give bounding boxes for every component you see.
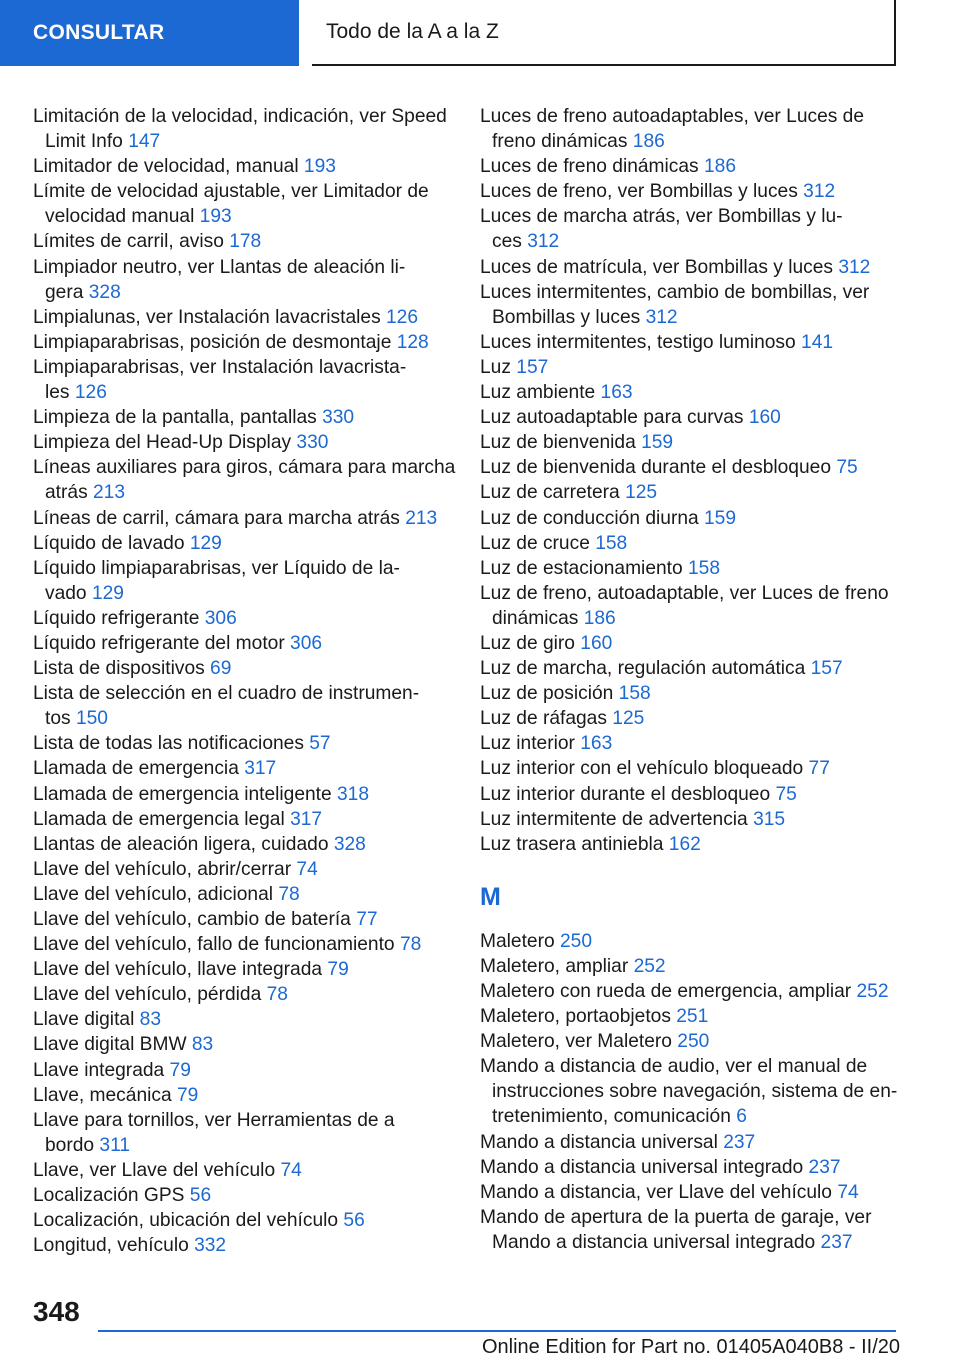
index-entry bbox=[33, 1007, 461, 1032]
index-entry bbox=[480, 1180, 920, 1205]
page-reference-link[interactable]: 252 bbox=[856, 981, 889, 1002]
index-entry-text: vado bbox=[45, 582, 92, 604]
page-reference-link[interactable]: 126 bbox=[386, 306, 419, 328]
index-entry-text: Luz interior durante el desbloqueo bbox=[480, 783, 776, 805]
page-reference-link[interactable]: 250 bbox=[559, 930, 592, 952]
index-entry-text: Luz de freno, autoadaptable, ver Luces de freno bbox=[480, 582, 889, 604]
index-entry-text: dinámicas bbox=[492, 607, 584, 629]
index-entry-text: Mando a distancia, ver Llave del vehículo bbox=[480, 1181, 838, 1203]
index-entry-text: Llave del vehículo, pérdida bbox=[33, 984, 267, 1006]
page-reference-link[interactable]: 193 bbox=[303, 156, 336, 178]
index-entry-text: Luces de marcha atrás, ver Bombillas y lu- bbox=[480, 206, 843, 228]
index-entry-text: Maletero, ampliar bbox=[480, 955, 634, 977]
page-reference-link[interactable]: 237 bbox=[808, 1156, 841, 1178]
index-entry-text: Mando a distancia universal bbox=[480, 1131, 724, 1153]
index-entry bbox=[33, 229, 461, 254]
index-entry-text: Llave del vehículo, adicional bbox=[33, 883, 279, 905]
index-entry bbox=[33, 556, 461, 606]
page-reference-link[interactable]: 213 bbox=[405, 507, 438, 529]
page-reference-link[interactable]: 163 bbox=[600, 382, 633, 404]
index-entry-text: Llave para tornillos, ver Herramientas de a bbox=[33, 1109, 395, 1131]
index-group-m bbox=[480, 929, 920, 1255]
index-entry-text: Luz trasera antiniebla bbox=[480, 833, 669, 855]
index-entry bbox=[480, 807, 920, 832]
page-reference-link[interactable]: 178 bbox=[229, 231, 262, 253]
index-entry-text: Líquido refrigerante bbox=[33, 607, 205, 629]
page-reference-link[interactable]: 237 bbox=[723, 1131, 756, 1153]
index-entry bbox=[480, 405, 920, 430]
page-reference-link[interactable]: 79 bbox=[327, 959, 349, 981]
index-entry bbox=[480, 330, 920, 355]
page-reference-link[interactable]: 129 bbox=[189, 532, 222, 554]
index-entry bbox=[33, 857, 461, 882]
page-reference-link[interactable]: 78 bbox=[266, 984, 288, 1006]
index-entry-text: Luz intermitente de advertencia bbox=[480, 808, 754, 830]
page-reference-link[interactable]: 78 bbox=[399, 934, 422, 956]
index-entry-text: Luz interior bbox=[480, 733, 581, 755]
index-entry-text: Luz de marcha, regulación automática bbox=[480, 658, 811, 680]
page-reference-link[interactable]: 83 bbox=[191, 1034, 214, 1056]
index-entry bbox=[480, 380, 920, 405]
index-entry bbox=[480, 979, 920, 1004]
index-entry bbox=[33, 957, 461, 982]
page-reference-link[interactable]: 163 bbox=[580, 733, 613, 755]
index-entry-text: Luz autoadaptable para curvas bbox=[480, 407, 749, 429]
index-entry bbox=[480, 581, 920, 631]
index-entry-text: atrás bbox=[45, 482, 93, 504]
index-entry bbox=[33, 656, 461, 681]
index-entry-text: Maletero con rueda de emergencia, ampliar bbox=[480, 981, 857, 1002]
index-entry bbox=[480, 1205, 920, 1255]
index-entry-text: les bbox=[45, 382, 75, 404]
page-reference-link[interactable]: 186 bbox=[632, 131, 665, 153]
page-reference-link[interactable]: 332 bbox=[194, 1235, 227, 1257]
page-reference-link[interactable]: 125 bbox=[612, 708, 645, 730]
index-entry bbox=[33, 832, 461, 857]
page-reference-link[interactable]: 312 bbox=[838, 256, 871, 278]
page-reference-link[interactable]: 186 bbox=[583, 607, 616, 629]
index-entry-text: Luz de bienvenida durante el desbloqueo bbox=[480, 457, 837, 479]
index-entry-text: Localización, ubicación del vehículo bbox=[33, 1210, 344, 1232]
page-reference-link[interactable]: 159 bbox=[704, 507, 737, 529]
index-entry bbox=[480, 706, 920, 731]
header-title: Todo de la A a la Z bbox=[312, 0, 896, 66]
index-entry-text: Limpialunas, ver Instalación lavacristales bbox=[33, 306, 387, 328]
page-reference-link[interactable]: 157 bbox=[516, 356, 549, 378]
index-entry-text: Luz de giro bbox=[480, 632, 581, 654]
index-entry-text: Limpiador neutro, ver Llantas de aleación li- bbox=[33, 256, 406, 278]
page-reference-link[interactable]: 75 bbox=[775, 783, 797, 805]
index-entry bbox=[480, 506, 920, 531]
index-entry-text: Limitador de velocidad, manual bbox=[33, 156, 304, 178]
index-entry bbox=[33, 606, 461, 631]
page-reference-link[interactable]: 128 bbox=[396, 331, 429, 353]
page-reference-link[interactable]: 317 bbox=[244, 758, 277, 780]
index-entry bbox=[480, 531, 920, 556]
index-entry-text: Luces intermitentes, testigo luminoso bbox=[480, 331, 802, 353]
page-reference-link[interactable]: 312 bbox=[803, 181, 836, 203]
page-reference-link[interactable]: 126 bbox=[74, 382, 107, 404]
index-entry-text: Limit Info bbox=[45, 131, 129, 153]
index-entry-text: Llamada de emergencia legal bbox=[33, 808, 291, 830]
page-reference-link[interactable]: 160 bbox=[580, 632, 613, 654]
index-entry-text: Bombillas y luces bbox=[492, 306, 646, 328]
page-reference-link[interactable]: 186 bbox=[703, 156, 736, 178]
page-reference-link[interactable]: 69 bbox=[210, 658, 232, 680]
page-reference-link[interactable]: 315 bbox=[753, 808, 786, 830]
page-reference-link[interactable]: 160 bbox=[748, 407, 781, 429]
index-entry-text: Llantas de aleación ligera, cuidado bbox=[33, 833, 334, 855]
index-entry bbox=[33, 882, 461, 907]
index-entry bbox=[33, 1208, 461, 1233]
index-entry-text: instrucciones sobre navegación, sistema de en- bbox=[492, 1081, 898, 1103]
index-entry bbox=[33, 631, 461, 656]
index-entry bbox=[33, 731, 461, 756]
index-entry-text: Llave integrada bbox=[33, 1059, 170, 1081]
index-entry-text: Líquido de lavado bbox=[33, 532, 190, 554]
section-tab-consultar[interactable]: CONSULTAR bbox=[0, 0, 299, 66]
page-reference-link[interactable]: 159 bbox=[641, 432, 674, 454]
index-entry-text: Localización GPS bbox=[33, 1185, 190, 1207]
index-entry-text: tos bbox=[45, 708, 76, 730]
page-reference-link[interactable]: 57 bbox=[309, 733, 331, 755]
index-entry bbox=[480, 832, 920, 857]
index-entry-text: Lista de selección en el cuadro de instrumen- bbox=[33, 683, 420, 705]
index-entry bbox=[480, 430, 920, 455]
index-entry-text: Limpiaparabrisas, posición de desmontaje bbox=[33, 331, 397, 353]
index-entry-text: Llamada de emergencia inteligente bbox=[33, 783, 338, 805]
index-entry bbox=[480, 1004, 920, 1029]
page-reference-link[interactable]: 157 bbox=[810, 658, 843, 680]
index-entry bbox=[480, 731, 920, 756]
index-entry-text: Luz de cruce bbox=[480, 532, 596, 554]
page-reference-link[interactable]: 125 bbox=[625, 482, 658, 504]
index-entry bbox=[480, 631, 920, 656]
index-entry bbox=[33, 531, 461, 556]
index-entry-text: Llave del vehículo, fallo de funcionamiento bbox=[33, 934, 400, 956]
index-entry-text: Luces de freno, ver Bombillas y luces bbox=[480, 181, 804, 203]
index-entry bbox=[480, 154, 920, 179]
index-entry bbox=[480, 756, 920, 781]
index-entry-text: Llave digital bbox=[33, 1009, 140, 1031]
page-reference-link[interactable]: 250 bbox=[677, 1031, 710, 1053]
index-entry-text: Mando a distancia universal integrado bbox=[492, 1231, 821, 1253]
page-reference-link[interactable]: 79 bbox=[169, 1059, 191, 1081]
index-entry bbox=[33, 255, 461, 305]
index-entry bbox=[33, 907, 461, 932]
index-entry-text: Llave del vehículo, llave integrada bbox=[33, 959, 328, 981]
page-reference-link[interactable]: 237 bbox=[820, 1231, 853, 1253]
page-reference-link[interactable]: 79 bbox=[176, 1084, 199, 1106]
page-reference-link[interactable]: 162 bbox=[668, 833, 701, 855]
index-entry-text: Luz de ráfagas bbox=[480, 708, 613, 730]
page-reference-link[interactable]: 213 bbox=[93, 482, 126, 504]
index-entry bbox=[33, 807, 461, 832]
section-letter-m: M bbox=[480, 882, 501, 911]
page-reference-link[interactable]: 74 bbox=[296, 858, 318, 880]
index-entry bbox=[480, 1155, 920, 1180]
page-reference-link[interactable]: 150 bbox=[75, 708, 108, 730]
index-entry bbox=[33, 430, 461, 455]
page-reference-link[interactable]: 83 bbox=[139, 1009, 162, 1031]
index-entry-text: Maletero, portaobjetos bbox=[480, 1006, 677, 1028]
index-entry bbox=[480, 656, 920, 681]
index-entry bbox=[33, 1058, 461, 1083]
index-entry-text: gera bbox=[45, 281, 89, 303]
index-entry bbox=[33, 179, 461, 229]
index-entry-text: ces bbox=[492, 231, 528, 253]
index-entry-text: Luz de carretera bbox=[480, 482, 626, 504]
index-entry-text: Luz de posición bbox=[480, 683, 619, 705]
page-reference-link[interactable]: 141 bbox=[801, 331, 834, 353]
page-reference-link[interactable]: 317 bbox=[290, 808, 323, 830]
index-entry bbox=[33, 455, 461, 505]
index-entry bbox=[480, 455, 920, 480]
index-entry-text: Longitud, vehículo bbox=[33, 1235, 195, 1257]
index-entry-text: Llave digital BMW bbox=[33, 1034, 192, 1056]
index-entry bbox=[33, 330, 461, 355]
index-entry-text: tretenimiento, comunicación bbox=[492, 1106, 737, 1128]
index-entry-text: freno dinámicas bbox=[492, 131, 633, 153]
index-entry bbox=[480, 681, 920, 706]
page-reference-link[interactable]: 77 bbox=[808, 758, 830, 780]
page-reference-link[interactable]: 328 bbox=[333, 833, 366, 855]
index-entry-text: Luz de estacionamiento bbox=[480, 557, 688, 579]
index-entry bbox=[33, 681, 461, 731]
page-reference-link[interactable]: 147 bbox=[128, 131, 161, 153]
index-entry-text: velocidad manual bbox=[45, 206, 200, 228]
index-entry bbox=[480, 1130, 920, 1155]
index-entry-text: Luces intermitentes, cambio de bombillas, ver bbox=[480, 281, 870, 303]
index-entry bbox=[33, 104, 461, 154]
index-entry bbox=[480, 929, 920, 954]
page-reference-link[interactable]: 158 bbox=[688, 557, 721, 579]
index-entry-text: Limitación de la velocidad, indicación, ver Speed bbox=[33, 106, 447, 127]
index-entry-text: Lista de dispositivos bbox=[33, 658, 211, 680]
index-entry-text: Limpiaparabrisas, ver Instalación lavacrista- bbox=[33, 356, 407, 378]
index-entry-text: Llamada de emergencia bbox=[33, 758, 245, 780]
page-reference-link[interactable]: 193 bbox=[199, 206, 232, 228]
index-entry-text: Luz de bienvenida bbox=[480, 432, 642, 454]
index-entry-text: Limpieza de la pantalla, pantallas bbox=[33, 407, 323, 429]
index-entry bbox=[480, 355, 920, 380]
page-reference-link[interactable]: 75 bbox=[836, 457, 858, 479]
index-entry bbox=[480, 104, 920, 154]
page-reference-link[interactable]: 330 bbox=[322, 407, 355, 429]
index-entry-text: Líneas auxiliares para giros, cámara para marcha bbox=[33, 457, 456, 479]
index-entry bbox=[33, 782, 461, 807]
index-entry-text: Llave del vehículo, abrir/cerrar bbox=[33, 858, 297, 880]
index-entry-text: Lista de todas las notificaciones bbox=[33, 733, 310, 755]
index-entry-text: Limpieza del Head-Up Display bbox=[33, 432, 297, 454]
index-entry-text: Límites de carril, aviso bbox=[33, 231, 230, 253]
page-reference-link[interactable]: 318 bbox=[337, 783, 370, 805]
index-entry-text: Mando de apertura de la puerta de garaje, ver bbox=[480, 1206, 872, 1228]
page-header bbox=[0, 0, 960, 66]
index-entry bbox=[33, 405, 461, 430]
index-entry-text: Luces de freno dinámicas bbox=[480, 156, 704, 178]
index-entry bbox=[33, 355, 461, 405]
index-entry bbox=[33, 1108, 461, 1158]
index-column-right bbox=[480, 104, 920, 1255]
index-entry-text: Líneas de carril, cámara para marcha atrás bbox=[33, 507, 406, 529]
index-entry bbox=[480, 204, 920, 254]
index-entry-text: Luz bbox=[480, 356, 517, 378]
page-reference-link[interactable]: 6 bbox=[736, 1106, 747, 1128]
index-entry bbox=[33, 154, 461, 179]
index-entry-text: Líquido limpiaparabrisas, ver Líquido de la- bbox=[33, 557, 400, 579]
index-entry bbox=[33, 1083, 461, 1108]
index-entry bbox=[480, 782, 920, 807]
page-reference-link[interactable]: 306 bbox=[290, 632, 323, 654]
page-reference-link[interactable]: 158 bbox=[618, 683, 651, 705]
page-reference-link[interactable]: 74 bbox=[280, 1159, 302, 1181]
page-reference-link[interactable]: 56 bbox=[189, 1185, 212, 1207]
page-reference-link[interactable]: 252 bbox=[633, 955, 666, 977]
index-entry-text: Luz ambiente bbox=[480, 382, 601, 404]
index-entry bbox=[33, 1032, 461, 1057]
page-reference-link[interactable]: 306 bbox=[204, 607, 237, 629]
index-entry bbox=[480, 556, 920, 581]
index-entry-text: Líquido refrigerante del motor bbox=[33, 632, 291, 654]
index-entry-text: bordo bbox=[45, 1134, 100, 1156]
page-reference-link[interactable]: 311 bbox=[99, 1134, 130, 1156]
index-entry bbox=[480, 179, 920, 204]
page-reference-link[interactable]: 251 bbox=[676, 1006, 709, 1028]
index-entry bbox=[480, 480, 920, 505]
page-reference-link[interactable]: 330 bbox=[296, 432, 329, 454]
index-entry-text: Luz interior con el vehículo bloqueado bbox=[480, 758, 809, 780]
index-entry-text: Luces de matrícula, ver Bombillas y luces bbox=[480, 256, 839, 278]
index-entry bbox=[480, 280, 920, 330]
index-entry bbox=[33, 932, 461, 957]
page-reference-link[interactable]: 312 bbox=[527, 231, 560, 253]
index-entry bbox=[480, 1054, 920, 1129]
index-entry-text: Maletero bbox=[480, 930, 560, 952]
page-reference-link[interactable]: 129 bbox=[91, 582, 124, 604]
index-column-left bbox=[33, 104, 461, 1258]
footer-edition-text: Online Edition for Part no. 01405A040B8 - II/20 bbox=[481, 1336, 900, 1358]
index-entry-text: Maletero, ver Maletero bbox=[480, 1031, 678, 1053]
index-entry bbox=[480, 1029, 920, 1054]
page-reference-link[interactable]: 328 bbox=[88, 281, 121, 303]
index-entry bbox=[480, 954, 920, 979]
page-reference-link[interactable]: 56 bbox=[343, 1210, 365, 1232]
page-reference-link[interactable]: 78 bbox=[278, 883, 300, 905]
index-entry bbox=[33, 756, 461, 781]
index-entry-text: Límite de velocidad ajustable, ver Limitador de bbox=[33, 181, 429, 203]
index-entry bbox=[480, 255, 920, 280]
index-entry-text: Luces de freno autoadaptables, ver Luces de bbox=[480, 106, 865, 127]
index-entry-text: Llave del vehículo, cambio de batería bbox=[33, 909, 357, 930]
index-group-l bbox=[480, 104, 920, 857]
index-entry bbox=[33, 982, 461, 1007]
index-entry bbox=[33, 1233, 461, 1258]
page-reference-link[interactable]: 77 bbox=[356, 909, 378, 930]
index-entry-text: Llave, mecánica bbox=[33, 1084, 177, 1106]
index-entry-text: Luz de conducción diurna bbox=[480, 507, 705, 529]
index-entry-text: Mando a distancia de audio, ver el manual de bbox=[480, 1056, 868, 1078]
index-entry bbox=[33, 1158, 461, 1183]
index-entry bbox=[33, 506, 461, 531]
footer-divider bbox=[98, 1330, 896, 1332]
page-reference-link[interactable]: 158 bbox=[595, 532, 628, 554]
page-number: 348 bbox=[33, 1296, 80, 1327]
index-entry-text: Mando a distancia universal integrado bbox=[480, 1156, 809, 1178]
page-reference-link[interactable]: 74 bbox=[837, 1181, 859, 1203]
index-entry bbox=[33, 305, 461, 330]
index-entry bbox=[33, 1183, 461, 1208]
index-entry-text: Llave, ver Llave del vehículo bbox=[33, 1159, 281, 1181]
page-reference-link[interactable]: 312 bbox=[645, 306, 678, 328]
